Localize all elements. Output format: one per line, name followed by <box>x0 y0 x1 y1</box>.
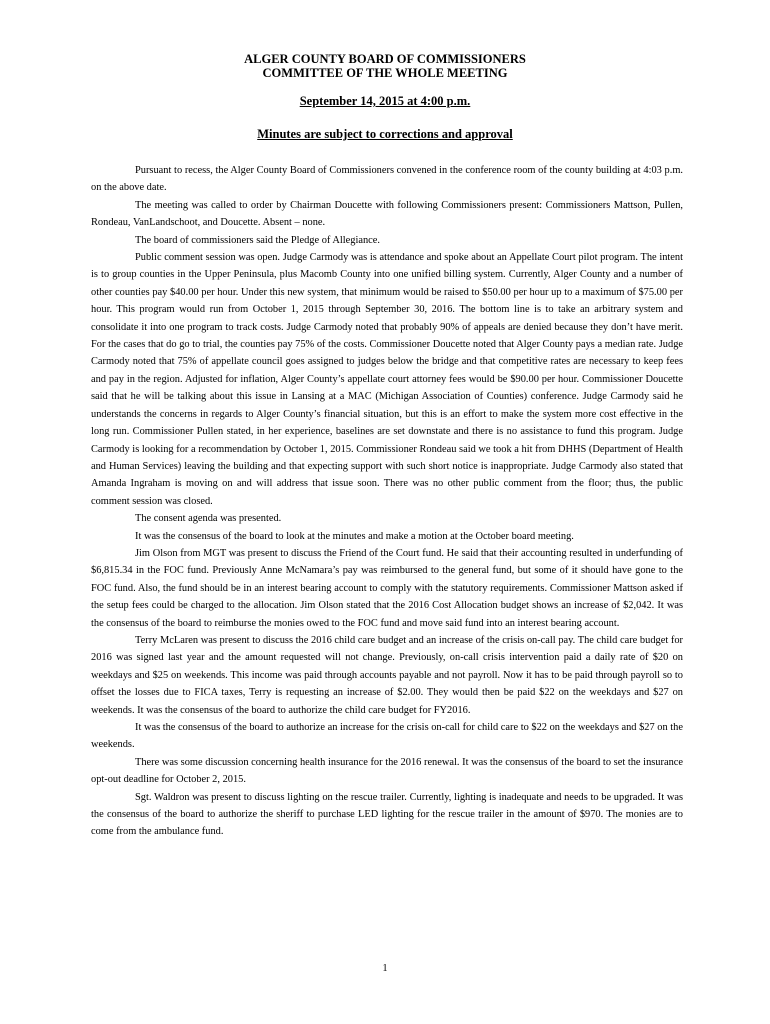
board-title: ALGER COUNTY BOARD OF COMMISSIONERS <box>244 52 526 66</box>
paragraph-recess: Pursuant to recess, the Alger County Board of Commissioners convened in the conference room of the county building at 4:03 p.m. on the above date. <box>91 165 683 194</box>
paragraph-child-care-budget: Terry McLaren was present to discuss the 2016 child care budget and an increase of the crisis on-call pay. The child care budget for 2016 was signed last year and the amount requested will not change. Previously, on-call crisis intervention paid a daily rate of $20 on weekdays and $25 on weekends. This income was paid through accounts payable and not payroll. Now it has to be paid through payroll so to offset the losses due to FICA taxes, Terry is requesting an increase of $2.00. They would then be paid $22 on the weekdays and $27 on weekends. It was the consensus of the board to authorize the child care budget for FY2016. <box>91 634 683 716</box>
paragraph-pledge: The board of commissioners said the Pledge of Allegiance. <box>135 234 380 246</box>
paragraph-health-insurance: There was some discussion concerning health insurance for the 2016 renewal. It was the consensus of the board to set the insurance opt-out deadline for October 2, 2015. <box>91 756 683 786</box>
meeting-title: COMMITTEE OF THE WHOLE MEETING <box>262 66 508 80</box>
paragraph-crisis-on-call: It was the consensus of the board to authorize an increase for the crisis on-call for child care to $22 on the weekdays and $27 on the weekends. <box>91 722 683 751</box>
paragraph-public-comment: Public comment session was open. Judge Carmody was is attendance and spoke about an Appellate Court pilot program. The intent is to group counties in the Upper Peninsula, plus Macomb County into one unified billing system. Currently, Alger County and a number of other counties pay $40.00 per hour. Under this new system, that minimum would be raised to $50.00 per hour up to a maximum of $75.00 per hour. This program would run from October 1, 2015 through September 30, 2016. The bottom line is to take an arbitrary system and consolidate it into one program to track costs. Judge Carmody noted that probably 90% of appeals are denied because they don’t have merit. For the cases that do go to trial, the counties pay 75% of the costs. Commissioner Doucette noted that Alger County pays a median rate. Judge Carmody noted that 75% of appellate council goes assigned to judges below the bridge and that competitive rates are necessary to keep fees and pay in the region. Adjusted for inflation, Alger County’s appellate court attorney fees would be $90.00 per hour. Commissioner Doucette said that he will be talking about this issue in Lansing at a MAC (Michigan Association of Counties) conference. Judge Carmody said he understands the concerns in regards to Alger County’s financial situation, but this is an effort to make the system more cost effective in the long run. Commissioner Pullen stated, in her experience, baselines are set downstate and there is no assistance to fund this program. Judge Carmody is looking for a recommendation by October 1, 2015. Commissioner Rondeau said we took a hit from DHHS (Department of Health and Human Services) leaving the building and that expecting support with such short notice is inappropriate. Judge Carmody also stated that Amanda Ingraham is moving on and will address that issue soon. There was no other public comment from the floor; thus, the public comment session was closed. <box>91 252 683 507</box>
paragraph-rescue-trailer: Sgt. Waldron was present to discuss lighting on the rescue trailer. Currently, lighting is inadequate and needs to be upgraded. It was the consensus of the board to authorize the sheriff to purchase LED lighting for the rescue trailer in the amount of $970. The monies are to come from the ambulance fund. <box>91 791 683 838</box>
minutes-body <box>91 162 683 841</box>
page-number: 1 <box>382 963 388 974</box>
paragraph-call-to-order: The meeting was called to order by Chairman Doucette with following Commissioners present: Commissioners Mattson, Pullen, Rondeau, VanLandschoot, and Doucette. Absent – none. <box>91 199 683 229</box>
paragraph-minutes: It was the consensus of the board to look at the minutes and make a motion at the October board meeting. <box>135 530 574 542</box>
paragraph-consent-agenda: The consent agenda was presented. <box>135 513 282 525</box>
approval-note: Minutes are subject to corrections and approval <box>257 127 513 141</box>
paragraph-foc-fund: Jim Olson from MGT was present to discuss the Friend of the Court fund. He said that their accounting resulted in underfunding of $6,815.34 in the FOC fund. Previously Anne McNamara’s pay was reimbursed to the general fund, but some of it should have gone to the FOC fund. Also, the fund should be in an interest bearing account to comply with the statutory requirements. Commissioner Mattson asked if the setup fees could be charged to the allocation. Jim Olson stated that the 2016 Cost Allocation budget shows an increase of $2,042. It was the consensus of the board to reimburse the monies owed to the FOC fund and move said fund into an interest bearing account. <box>91 547 683 629</box>
meeting-date: September 14, 2015 at 4:00 p.m. <box>299 94 471 108</box>
